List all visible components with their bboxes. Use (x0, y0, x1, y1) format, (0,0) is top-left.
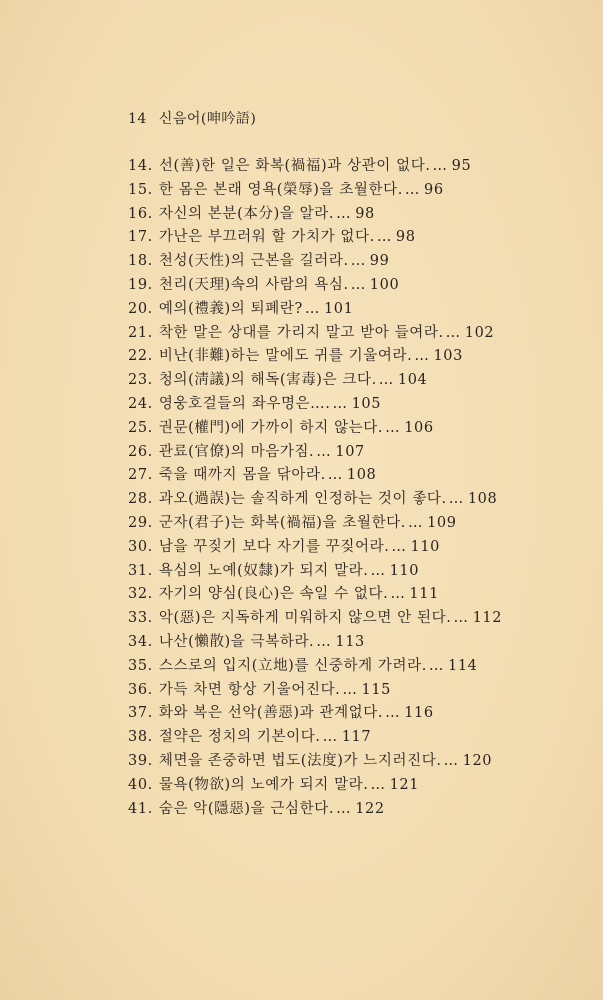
entry-title: 욕심의 노예(奴隸)가 되지 말라. (158, 562, 369, 579)
entry-title: 자신의 본분(本分)을 알라. (158, 205, 335, 222)
entry-page: 114 (448, 657, 478, 674)
entry-page: 120 (462, 752, 493, 769)
toc-entry (128, 464, 502, 488)
leader-dots: … (350, 276, 366, 293)
leader-dots: … (432, 158, 448, 174)
entry-page: 103 (433, 348, 463, 365)
entry-title: 선(善)한 일은 화복(禍福)과 상관이 없다. (158, 158, 431, 174)
leader-dots: … (408, 514, 424, 531)
entry-title: 군자(君子)는 화복(禍福)을 초월한다. (158, 514, 406, 531)
toc-entry (128, 298, 502, 322)
leader-dots: … (370, 776, 386, 793)
entry-page: 108 (346, 467, 377, 484)
toc-entry (128, 655, 502, 679)
entry-number: 39. (128, 752, 153, 769)
entry-number: 24. (128, 395, 153, 412)
entry-page: 96 (424, 181, 444, 198)
book-title: 신음어(呻吟語) (158, 111, 257, 127)
leader-dots: … (390, 586, 406, 603)
entry-title: 천성(天性)의 근본을 길러라. (158, 253, 349, 270)
toc-entry (128, 798, 502, 822)
entry-number: 15. (128, 181, 153, 198)
entry-number: 26. (128, 443, 153, 460)
toc-entry (128, 774, 502, 798)
entry-number: 21. (128, 324, 153, 341)
entry-title: 절약은 정치의 기본이다. (158, 729, 321, 746)
toc-entry (128, 417, 502, 441)
entry-number: 22. (128, 348, 153, 365)
page-number: 14 (128, 111, 147, 127)
toc-entry (128, 726, 502, 750)
toc-entry (128, 345, 502, 369)
entry-number: 38. (128, 729, 153, 746)
entry-page: 113 (335, 633, 365, 650)
leader-dots: … (445, 324, 461, 341)
leader-dots: … (376, 229, 392, 246)
entry-number: 18. (128, 253, 153, 270)
entry-number: 29. (128, 514, 153, 531)
toc-entry (128, 322, 502, 346)
toc-entry (128, 369, 502, 393)
entry-number: 19. (128, 276, 153, 293)
entry-title: 한 몸은 본래 영욕(榮辱)을 초월한다. (158, 181, 403, 198)
toc-entry (128, 274, 502, 298)
entry-title: 나산(懶散)을 극복하라. (158, 633, 315, 650)
entry-title: 가득 차면 항상 기울어진다. (158, 681, 341, 698)
entry-title: 영웅호걸들의 좌우명은…. (158, 395, 331, 412)
entry-page: 110 (410, 538, 441, 555)
entry-title: 숨은 악(隱惡)을 근심한다. (158, 800, 335, 817)
entry-title: 죽을 때까지 몸을 닦아라. (158, 467, 326, 484)
toc-entry (128, 155, 502, 179)
leader-dots: … (316, 633, 332, 650)
toc-entry (128, 441, 502, 465)
entry-title: 물욕(物欲)의 노예가 되지 말라. (158, 776, 369, 793)
leader-dots: … (428, 657, 445, 674)
leader-dots: … (342, 681, 358, 698)
toc-entry (128, 393, 502, 417)
entry-page: 98 (355, 205, 375, 222)
leader-dots: … (316, 443, 332, 460)
entry-number: 30. (128, 538, 153, 555)
entry-page: 116 (404, 705, 434, 722)
entry-number: 35. (128, 657, 153, 674)
entry-number: 31. (128, 562, 153, 579)
entry-title: 체면을 존중하면 법도(法度)가 느지러진다. (158, 752, 442, 769)
entry-number: 16. (128, 205, 153, 222)
entry-title: 비난(非難)하는 말에도 귀를 기울여라. (158, 348, 413, 365)
entry-number: 33. (128, 610, 153, 627)
leader-dots: … (322, 729, 338, 746)
leader-dots: … (404, 181, 421, 198)
entry-title: 스스로의 입지(立地)를 신중하게 가려라. (158, 657, 427, 674)
entry-page: 105 (351, 395, 382, 412)
entry-page: 100 (369, 276, 400, 293)
leader-dots: … (453, 610, 469, 627)
entry-page: 108 (467, 491, 498, 508)
entry-page: 104 (397, 372, 428, 389)
toc-entry (128, 607, 502, 631)
entry-title: 예의(禮義)의 퇴폐란? (158, 300, 303, 317)
entry-page: 107 (335, 443, 365, 460)
leader-dots: … (370, 562, 386, 579)
leader-dots: … (336, 205, 352, 222)
toc-entry (128, 560, 502, 584)
entry-page: 106 (404, 419, 434, 436)
entry-page: 95 (451, 158, 472, 174)
entry-number: 37. (128, 705, 153, 722)
entry-number: 23. (128, 372, 153, 389)
entry-title: 악(惡)은 지독하게 미워하지 않으면 안 된다. (158, 610, 452, 627)
leader-dots: … (304, 300, 320, 317)
entry-title: 가난은 부끄러워 할 가치가 없다. (158, 229, 375, 246)
toc-entry (128, 536, 502, 560)
entry-number: 14. (128, 158, 153, 174)
entry-number: 20. (128, 300, 153, 317)
leader-dots: … (414, 348, 430, 365)
entry-title: 과오(過誤)는 솔직하게 인정하는 것이 좋다. (158, 491, 447, 508)
entry-number: 28. (128, 491, 153, 508)
toc-entry (128, 631, 502, 655)
entry-title: 자기의 양심(良心)은 속일 수 없다. (158, 586, 389, 603)
entry-title: 관료(官僚)의 마음가짐. (158, 443, 315, 460)
entry-number: 36. (128, 681, 153, 698)
entry-title: 천리(天理)속의 사람의 욕심. (158, 276, 349, 293)
entry-number: 40. (128, 776, 153, 793)
entry-number: 17. (128, 229, 153, 246)
leader-dots: … (385, 705, 401, 722)
toc-entry (128, 226, 502, 250)
table-of-contents (128, 155, 502, 821)
entry-title: 청의(淸議)의 해독(害毒)은 크다. (158, 372, 377, 389)
entry-number: 27. (128, 467, 153, 484)
leader-dots: … (448, 491, 464, 508)
leader-dots: … (336, 800, 352, 817)
entry-page: 98 (395, 229, 416, 246)
entry-page: 115 (361, 681, 391, 698)
entry-page: 110 (389, 562, 420, 579)
running-header (128, 108, 256, 128)
leader-dots: … (327, 467, 343, 484)
leader-dots: … (378, 372, 394, 389)
toc-entry (128, 750, 502, 774)
entry-title: 착한 말은 상대를 가리지 말고 받아 들여라. (158, 324, 444, 341)
entry-page: 117 (341, 729, 372, 746)
toc-entry (128, 583, 502, 607)
entry-page: 122 (355, 800, 385, 817)
entry-page: 112 (472, 610, 503, 627)
toc-entry (128, 512, 502, 536)
toc-entry (128, 203, 502, 227)
entry-page: 101 (323, 300, 354, 317)
entry-number: 34. (128, 633, 153, 650)
entry-number: 32. (128, 586, 153, 603)
leader-dots: … (443, 752, 459, 769)
entry-page: 111 (409, 586, 439, 603)
toc-entry (128, 679, 502, 703)
entry-page: 102 (464, 324, 495, 341)
leader-dots: … (332, 395, 348, 412)
entry-page: 99 (369, 253, 390, 270)
entry-page: 109 (427, 514, 457, 531)
toc-entry (128, 179, 502, 203)
entry-page: 121 (389, 776, 420, 793)
entry-title: 권문(權門)에 가까이 하지 않는다. (158, 419, 384, 436)
entry-title: 남을 꾸짖기 보다 자기를 꾸짖어라. (158, 538, 390, 555)
toc-entry (128, 488, 502, 512)
entry-title: 화와 복은 선악(善惡)과 관계없다. (158, 705, 384, 722)
toc-entry (128, 702, 502, 726)
toc-entry (128, 250, 502, 274)
entry-number: 41. (128, 800, 153, 817)
leader-dots: … (391, 538, 407, 555)
entry-number: 25. (128, 419, 153, 436)
leader-dots: … (350, 253, 366, 270)
leader-dots: … (385, 419, 401, 436)
